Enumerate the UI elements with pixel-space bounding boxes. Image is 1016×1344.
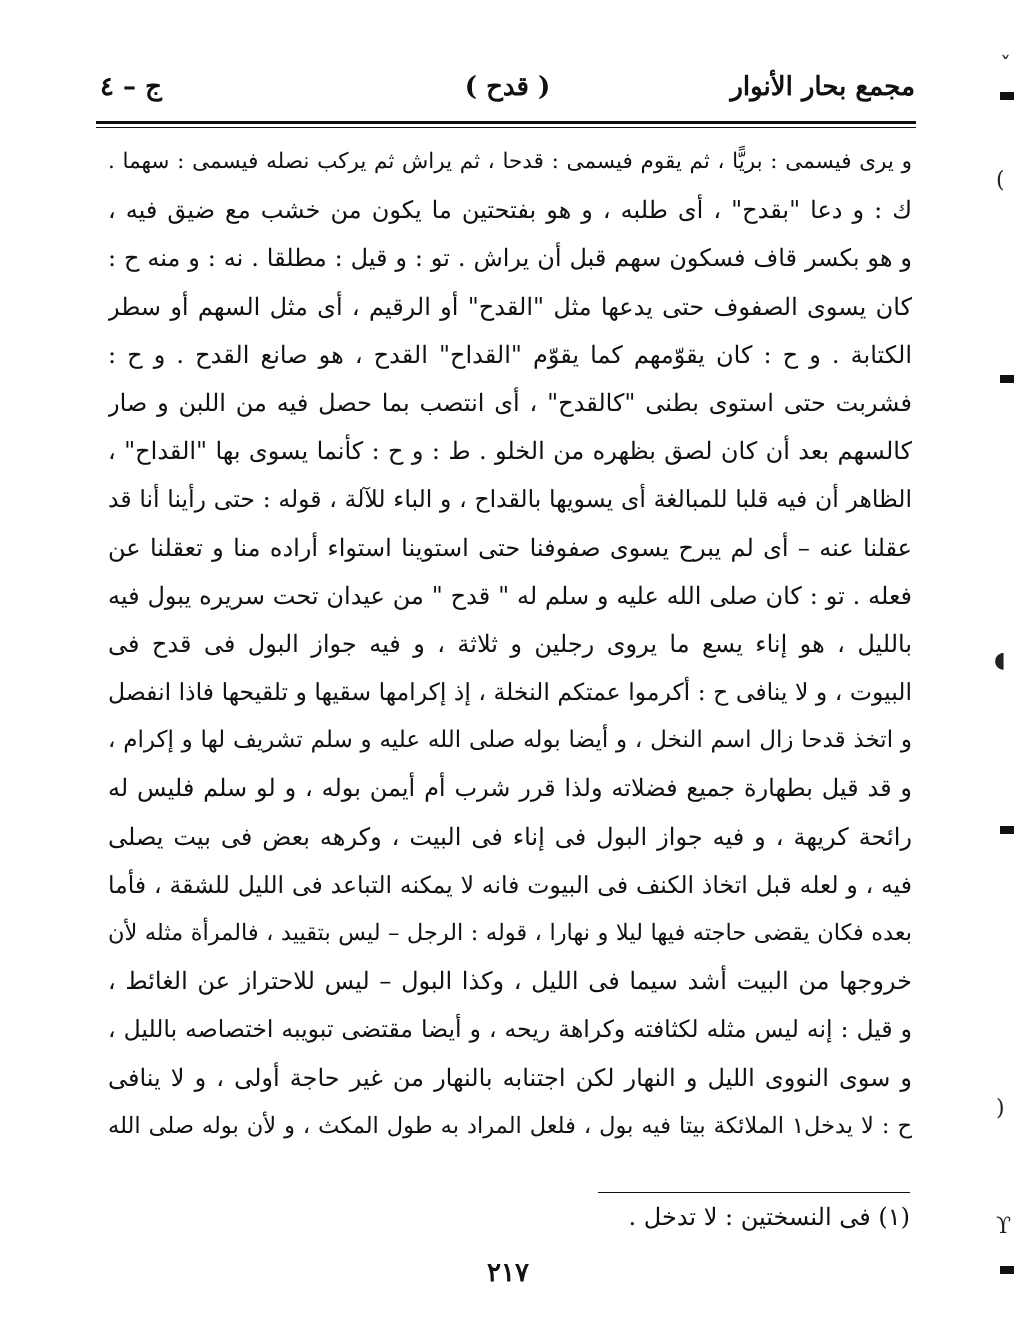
text-line: خروجها من البيت أشد سيما فى الليل ، وكذا البول – ليس للاحتراز عن الغائط ، xyxy=(108,967,912,996)
text-line: و قيل : إنه ليس مثله لكثافته وكراهة ريحه ، و أيضا مقتضى تبويبه اختصاصه بالليل ، xyxy=(108,1015,912,1044)
text-line: ح : لا يدخل١ الملائكة بيتا فيه بول ، فلعل المراد به طول المكث ، و لأن بوله صلى الله xyxy=(108,1112,912,1139)
margin-mark xyxy=(1000,375,1014,383)
margin-mark: ( xyxy=(996,168,1005,193)
text-line: الظاهر أن فيه قلبا للمبالغة أى يسويها بالقداح ، و الباء للآلة ، قوله : حتى رأينا أنا قد xyxy=(108,485,912,514)
text-line: فعله . تو : كان صلى الله عليه و سلم له " قدح " من عيدان تحت سريره يبول فيه xyxy=(108,581,912,610)
text-line: و اتخذ قدحا زال اسم النخل ، و أيضا بوله صلى الله عليه و سلم تشريف لها و إكرام ، xyxy=(108,727,912,754)
margin-mark xyxy=(1000,1266,1014,1274)
text-line: الكتابة . و ح : كان يقوّمهم كما يقوّم "القداح" القدح ، هو صانع القدح . و ح : xyxy=(108,340,912,369)
book-title: مجمع بحار الأنوار xyxy=(730,72,915,102)
footnote: (١) فى النسختين : لا تدخل . xyxy=(628,1203,910,1231)
margin-mark: ◖ xyxy=(994,648,1006,673)
margin-mark xyxy=(1000,92,1014,100)
text-line: و هو بكسر قاف فسكون سهم قبل أن يراش . تو : و قيل : مطلقا . نه : و منه ح : xyxy=(108,244,912,273)
text-line: ك : و دعا "بقدح" ، أى طلبه ، و هو بفتحتين ما يكون من خشب مع ضيق فيه ، xyxy=(108,196,912,225)
margin-mark xyxy=(1000,826,1014,834)
margin-mark: ) xyxy=(996,1096,1005,1121)
text-line: رائحة كريهة ، و فيه جواز البول فى إناء فى البيت ، وكرهه بعض فى بيت يصلى xyxy=(108,822,912,851)
text-line: كان يسوى الصفوف حتى يدعها مثل "القدح" أو الرقيم ، أى مثل السهم أو سطر xyxy=(108,292,912,321)
text-line: و يرى فيسمى : بريًّا ، ثم يقوم فيسمى : قدحا ، ثم يراش ثم يركب نصله فيسمى : سهما . xyxy=(108,149,912,174)
footnote-rule xyxy=(598,1192,910,1193)
running-header xyxy=(100,72,915,116)
text-line: و سوى النووى الليل و النهار لكن اجتنابه بالنهار من غير حاجة أولى ، و لا ينافى xyxy=(108,1063,912,1092)
volume-label: ج – ٤ xyxy=(100,72,162,102)
text-line: و قد قيل بطهارة جميع فضلاته ولذا قرر شرب أم أيمن بوله ، و لو سلم فليس له xyxy=(108,774,912,803)
text-line: بالليل ، هو إناء يسع ما يروى رجلين و ثلاثة ، و فيه جواز البول فى قدح فى xyxy=(108,629,912,658)
header-rule-thin xyxy=(96,127,916,128)
page-number: ٢١٧ xyxy=(487,1258,529,1288)
text-line: عقلنا عنه – أى لم يبرح يسوى صفوفنا حتى استوينا استواء أراده منا و تعقلنا عن xyxy=(108,533,912,562)
header-rule-thick xyxy=(96,121,916,124)
text-line: البيوت ، و لا ينافى ح : أكرموا عمتكم النخلة ، إذ إكرامها سقيها و تلقيحها فاذا انفصل xyxy=(108,678,912,707)
entry-word: ( قدح ) xyxy=(464,72,551,102)
text-line: فيه ، و لعله قبل اتخاذ الكنف فى البيوت فانه لا يمكنه التباعد فى الليل للشقة ، فأما xyxy=(108,870,912,899)
margin-mark: ˇ xyxy=(1000,54,1011,79)
text-line: فشربت حتى استوى بطنى "كالقدح" ، أى انتصب بما حصل فيه من اللبن و صار xyxy=(108,388,912,417)
text-line: بعده فكان يقضى حاجته فيها ليلا و نهارا ، قوله : الرجل – ليس بتقييد ، فالمرأة مثله لأن xyxy=(108,920,912,946)
body-text xyxy=(108,138,912,1150)
margin-mark: ϒ xyxy=(996,1214,1012,1239)
text-line: كالسهم بعد أن كان لصق بظهره من الخلو . ط : و ح : كأنما يسوى بها "القداح" ، xyxy=(108,437,912,466)
